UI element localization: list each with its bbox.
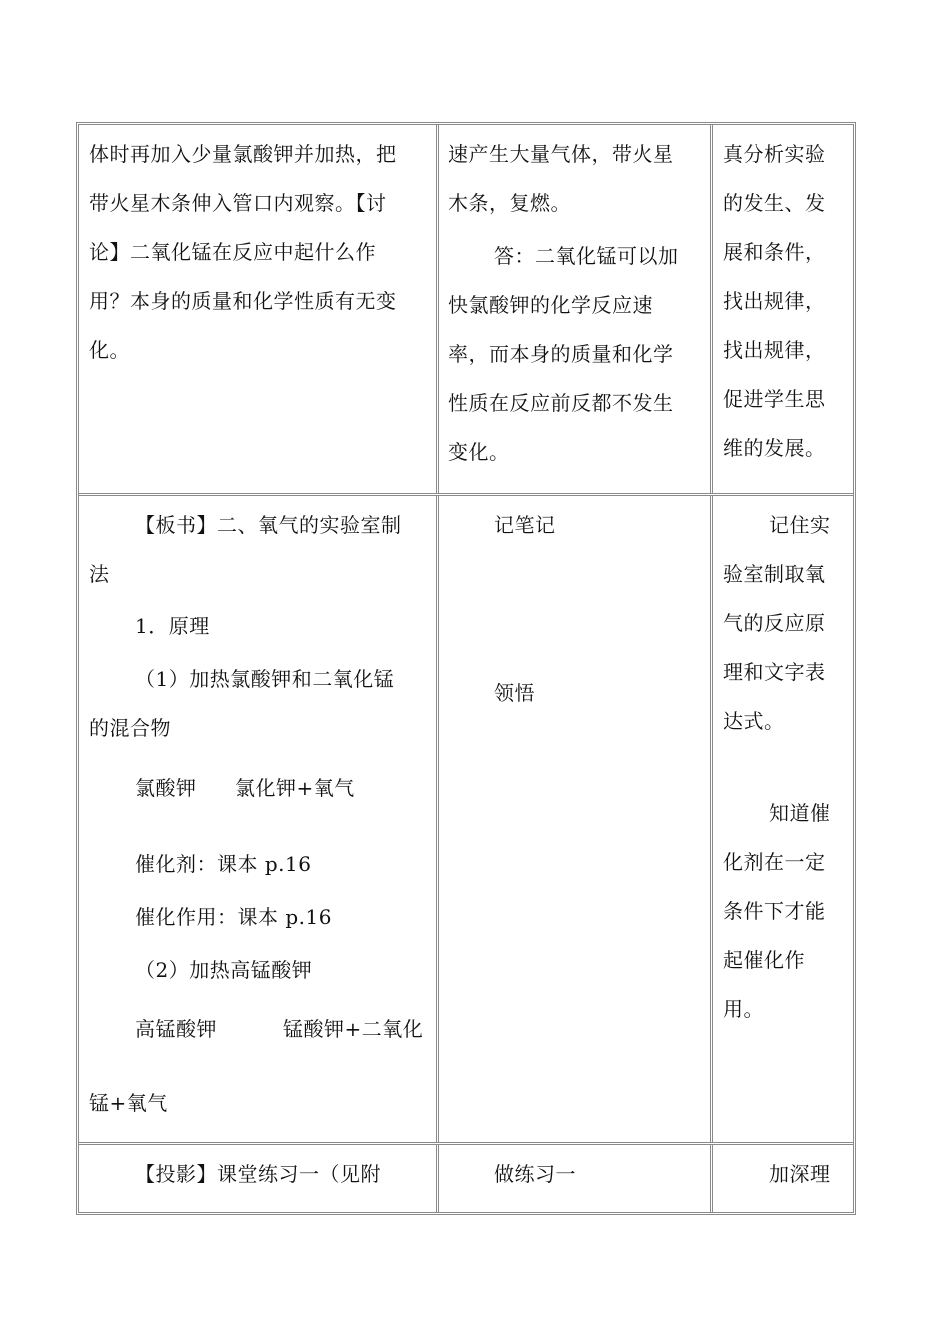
- text-line: 化。: [89, 338, 130, 362]
- text-line: 锰酸钾+二氧化: [283, 1017, 424, 1041]
- text-line: 找出规律，: [723, 338, 826, 362]
- student-activity-cell: [439, 125, 713, 493]
- text-line: 论】二氧化锰在反应中起什么作: [89, 240, 376, 264]
- table-row: [79, 125, 853, 496]
- text-line: 促进学生思: [723, 387, 826, 411]
- text-line: 带火星木条伸入管口内观察。【讨: [89, 191, 387, 215]
- text-line: 真分析实验: [723, 142, 826, 166]
- table-row: [79, 496, 853, 1145]
- text-line: 用。: [723, 997, 764, 1021]
- text-line: 变化。: [448, 440, 510, 464]
- student-activity-cell: [439, 496, 713, 1142]
- text-line: 做练习一: [494, 1162, 576, 1186]
- text-line: 的混合物: [89, 716, 171, 740]
- text-line: 起催化作: [723, 948, 805, 972]
- text-line: 【投影】课堂练习一（见附: [135, 1162, 381, 1186]
- text-line: 加深理: [769, 1162, 831, 1186]
- text-line: 展和条件，: [723, 240, 826, 264]
- text-line: 领悟: [494, 681, 535, 705]
- text-line: 理和文字表: [723, 660, 826, 684]
- teacher-activity-cell: [79, 125, 439, 493]
- text-line: 化剂在一定: [723, 850, 826, 874]
- text-line: 1．原理: [135, 614, 210, 638]
- student-activity-cell: [439, 1145, 713, 1212]
- text-line: （2）加热高锰酸钾: [135, 958, 313, 982]
- text-line: 气的反应原: [723, 611, 826, 635]
- text-line: 性质在反应前反都不发生: [448, 391, 674, 415]
- text-line: 快氯酸钾的化学反应速: [448, 293, 653, 317]
- text-line: 速产生大量气体，带火星: [448, 142, 674, 166]
- text-line: 条件下才能: [723, 899, 826, 923]
- text-line: 法: [89, 562, 110, 586]
- design-intent-cell: [713, 1145, 853, 1212]
- design-intent-cell: [713, 496, 853, 1142]
- lesson-table: [76, 122, 856, 1215]
- text-line: 高锰酸钾: [135, 1017, 217, 1041]
- text-line: 氯酸钾: [135, 776, 197, 800]
- text-line: 维的发展。: [723, 436, 826, 460]
- text-line: 找出规律，: [723, 289, 826, 313]
- teacher-activity-cell: [79, 1145, 439, 1212]
- text-line: （1）加热氯酸钾和二氧化锰: [135, 667, 395, 691]
- text-line: 的发生、发: [723, 191, 826, 215]
- text-line: 锰+氧气: [89, 1091, 168, 1115]
- text-line: 记住实: [769, 513, 831, 537]
- text-line: 知道催: [769, 801, 831, 825]
- text-line: 体时再加入少量氯酸钾并加热，把: [89, 142, 397, 166]
- text-line: 达式。: [723, 709, 785, 733]
- design-intent-cell: [713, 125, 853, 493]
- text-line: 验室制取氧: [723, 562, 826, 586]
- teacher-activity-cell: [79, 496, 439, 1142]
- text-line: 【板书】二、氧气的实验室制: [135, 513, 402, 537]
- text-line: 氯化钾+氧气: [235, 776, 355, 800]
- text-line: 答：二氧化锰可以加: [494, 244, 679, 268]
- text-line: 催化剂：课本 p.16: [135, 852, 312, 876]
- table-row: [79, 1145, 853, 1212]
- text-line: 木条，复燃。: [448, 191, 571, 215]
- text-line: 率，而本身的质量和化学: [448, 342, 674, 366]
- text-line: 记笔记: [494, 513, 556, 537]
- text-line: 用？本身的质量和化学性质有无变: [89, 289, 397, 313]
- text-line: 催化作用：课本 p.16: [135, 905, 332, 929]
